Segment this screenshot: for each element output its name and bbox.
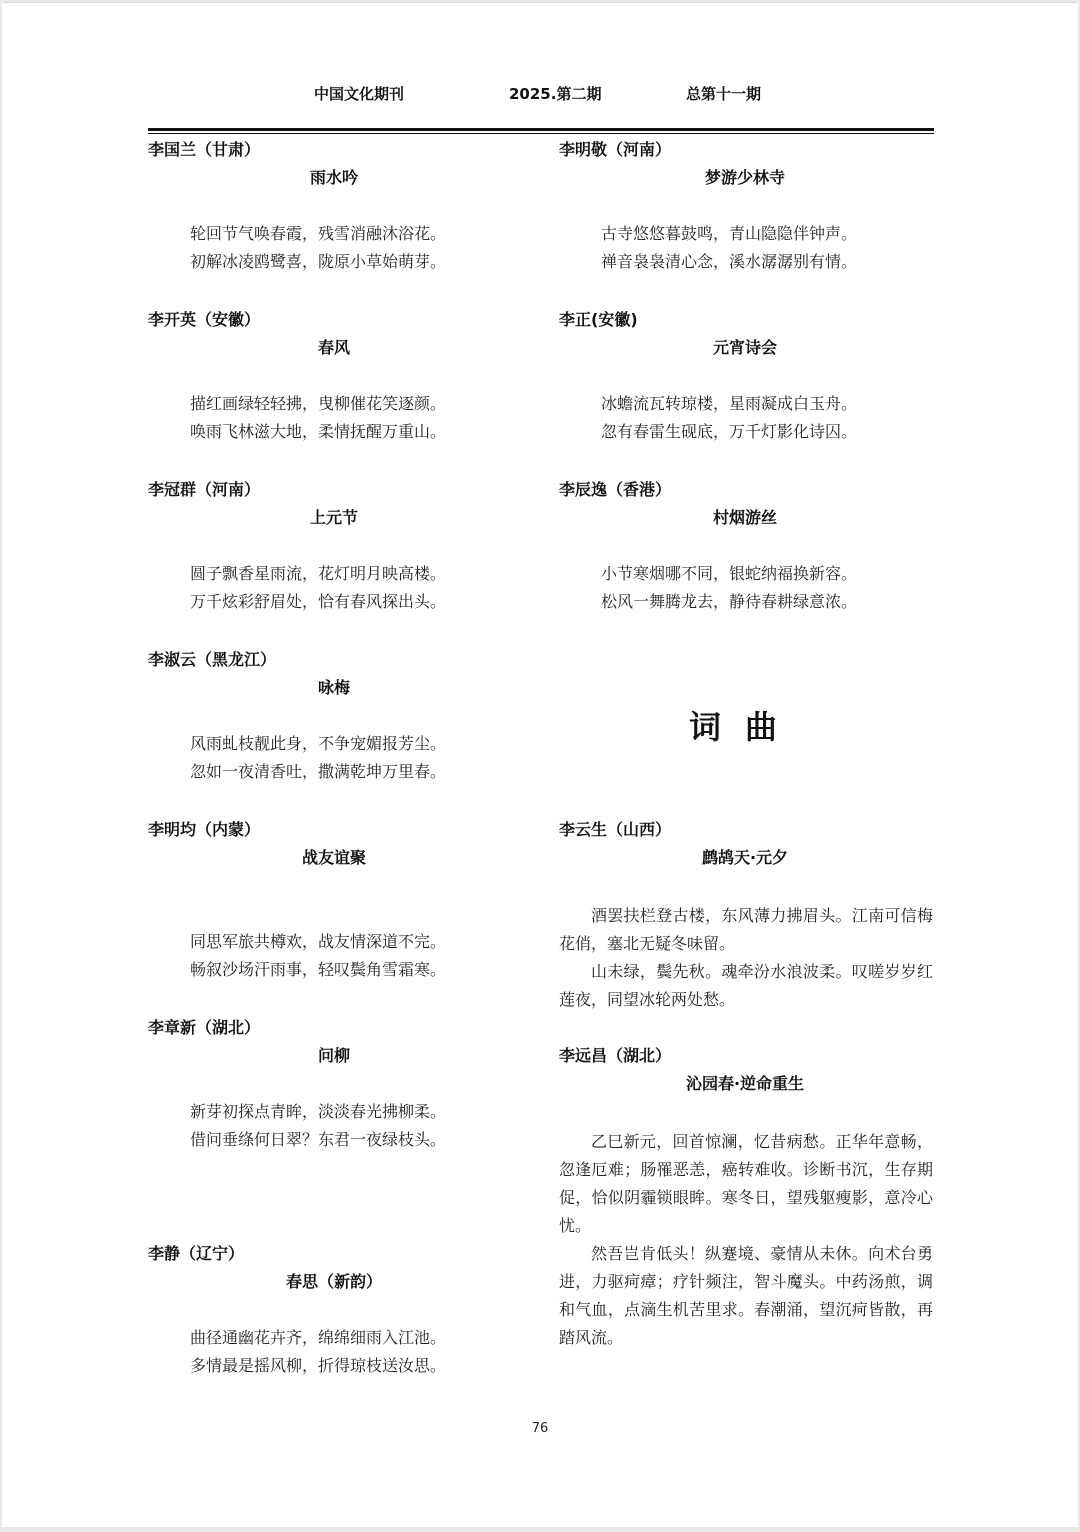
poem-line: 万千炫彩舒眉处，恰有春风探出头。 xyxy=(190,592,447,611)
header-rule-thin xyxy=(148,133,934,134)
poem-line: 松风一舞腾龙去，静待春耕绿意浓。 xyxy=(601,592,858,611)
poem-line: 忽如一夜清香吐，撒满乾坤万里春。 xyxy=(190,762,447,781)
section-heading: 词曲 xyxy=(688,708,801,746)
poem-line: 忽有春雷生砚底，万千灯影化诗囚。 xyxy=(601,422,858,441)
poem-author: 李明敬（河南） xyxy=(559,140,672,159)
issue-label: 2025.第二期 xyxy=(509,85,602,103)
poem-line: 畅叙沙场汗雨事，轻叹鬓角雪霜寒。 xyxy=(190,960,447,979)
poem-line: 风雨虬枝靓此身，不争宠媚报芳尘。 xyxy=(190,734,447,753)
poem-author: 李章新（湖北） xyxy=(148,1018,261,1037)
poem-author: 李冠群（河南） xyxy=(148,480,261,499)
poem-title: 梦游少林寺 xyxy=(704,168,785,187)
ci-paragraph: 酒罢扶栏登古楼，东风薄力拂眉头。江南可信梅花俏，塞北无疑冬味留。 xyxy=(559,906,933,953)
page-number: 76 xyxy=(531,1421,549,1436)
poem-title: 村烟游丝 xyxy=(712,508,777,527)
poem-line: 唤雨飞林滋大地，柔情抚醒万重山。 xyxy=(190,422,447,441)
ci-author: 李远昌（湖北） xyxy=(559,1046,672,1065)
poem-title: 雨水吟 xyxy=(309,168,358,187)
ci-paragraph: 乙巳新元，回首惊澜，忆昔病愁。正华年意畅，忽逢厄难；肠罹恶恙，癌转难收。诊断书沉，生存期促，恰似阴霾锁眼眸。寒冬日，望残躯瘦影，意冷心忧。 xyxy=(559,1132,933,1235)
poem-line: 新芽初探点青眸，淡淡春光拂柳柔。 xyxy=(190,1102,447,1121)
poem-title: 战友谊聚 xyxy=(301,848,366,867)
journal-page xyxy=(2,2,1078,1527)
poem-line: 古寺悠悠暮鼓鸣，青山隐隐伴钟声。 xyxy=(601,224,858,243)
poem-line: 描红画绿轻轻拂，曳柳催花笑逐颜。 xyxy=(190,394,447,413)
ci-paragraph: 然吾岂肯低头！纵蹇境、豪情从未休。向术台勇进，力驱疴瘴；疗针频注，智斗魔头。中药汤煎，调和气血，点滴生机苦里求。春潮涌，望沉疴皆散，再踏风流。 xyxy=(559,1244,933,1347)
ci-title: 鹧鸪天·元夕 xyxy=(701,848,789,867)
poem-author: 李淑云（黑龙江） xyxy=(148,650,277,669)
poem-author: 李辰逸（香港） xyxy=(559,480,672,499)
poem-title: 咏梅 xyxy=(317,678,350,697)
poem-title: 问柳 xyxy=(317,1046,350,1065)
poem-line: 圆子飘香星雨流，花灯明月映高楼。 xyxy=(190,564,447,583)
poem-line: 同思军旅共樽欢，战友情深道不完。 xyxy=(190,932,447,951)
ci-title: 沁园春·逆命重生 xyxy=(685,1074,805,1093)
poem-line: 轮回节气唤春霞，残雪消融沐浴花。 xyxy=(190,224,447,243)
poem-line: 初解冰凌鸥鹭喜，陇原小草始萌芽。 xyxy=(190,252,447,271)
poem-title: 春思（新韵） xyxy=(285,1272,382,1291)
poem-author: 李明均（内蒙） xyxy=(148,820,261,839)
journal-name: 中国文化期刊 xyxy=(314,85,405,103)
poem-author: 李静（辽宁） xyxy=(148,1244,245,1263)
poem-title: 上元节 xyxy=(309,508,358,527)
ci-text xyxy=(559,1128,933,1352)
poem-author: 李开英（安徽） xyxy=(148,310,261,329)
ci-paragraph: 山未绿，鬓先秋。魂牵汾水浪波柔。叹嗟岁岁红莲夜，同望冰轮两处愁。 xyxy=(559,962,933,1009)
poem-line: 曲径通幽花卉齐，绵绵细雨入江池。 xyxy=(190,1328,447,1347)
header-rule-thick xyxy=(148,128,934,131)
poem-line: 小节寒烟哪不同，银蛇纳福换新容。 xyxy=(601,564,858,583)
total-issue-label: 总第十一期 xyxy=(686,85,762,103)
ci-text xyxy=(559,902,933,1014)
poem-line: 冰蟾流瓦转琼楼，星雨凝成白玉舟。 xyxy=(601,394,858,413)
poem-author: 李国兰（甘肃） xyxy=(148,140,261,159)
poem-line: 禅音袅袅清心念，溪水潺潺别有情。 xyxy=(601,252,858,271)
ci-author: 李云生（山西） xyxy=(559,820,672,839)
poem-line: 多情最是摇风柳，折得琼枝送汝思。 xyxy=(190,1356,447,1375)
poem-title: 元宵诗会 xyxy=(712,338,777,357)
poem-author: 李正(安徽) xyxy=(559,310,638,329)
poem-title: 春风 xyxy=(317,338,350,357)
poem-line: 借问垂绦何日翠？东君一夜绿枝头。 xyxy=(190,1130,447,1149)
